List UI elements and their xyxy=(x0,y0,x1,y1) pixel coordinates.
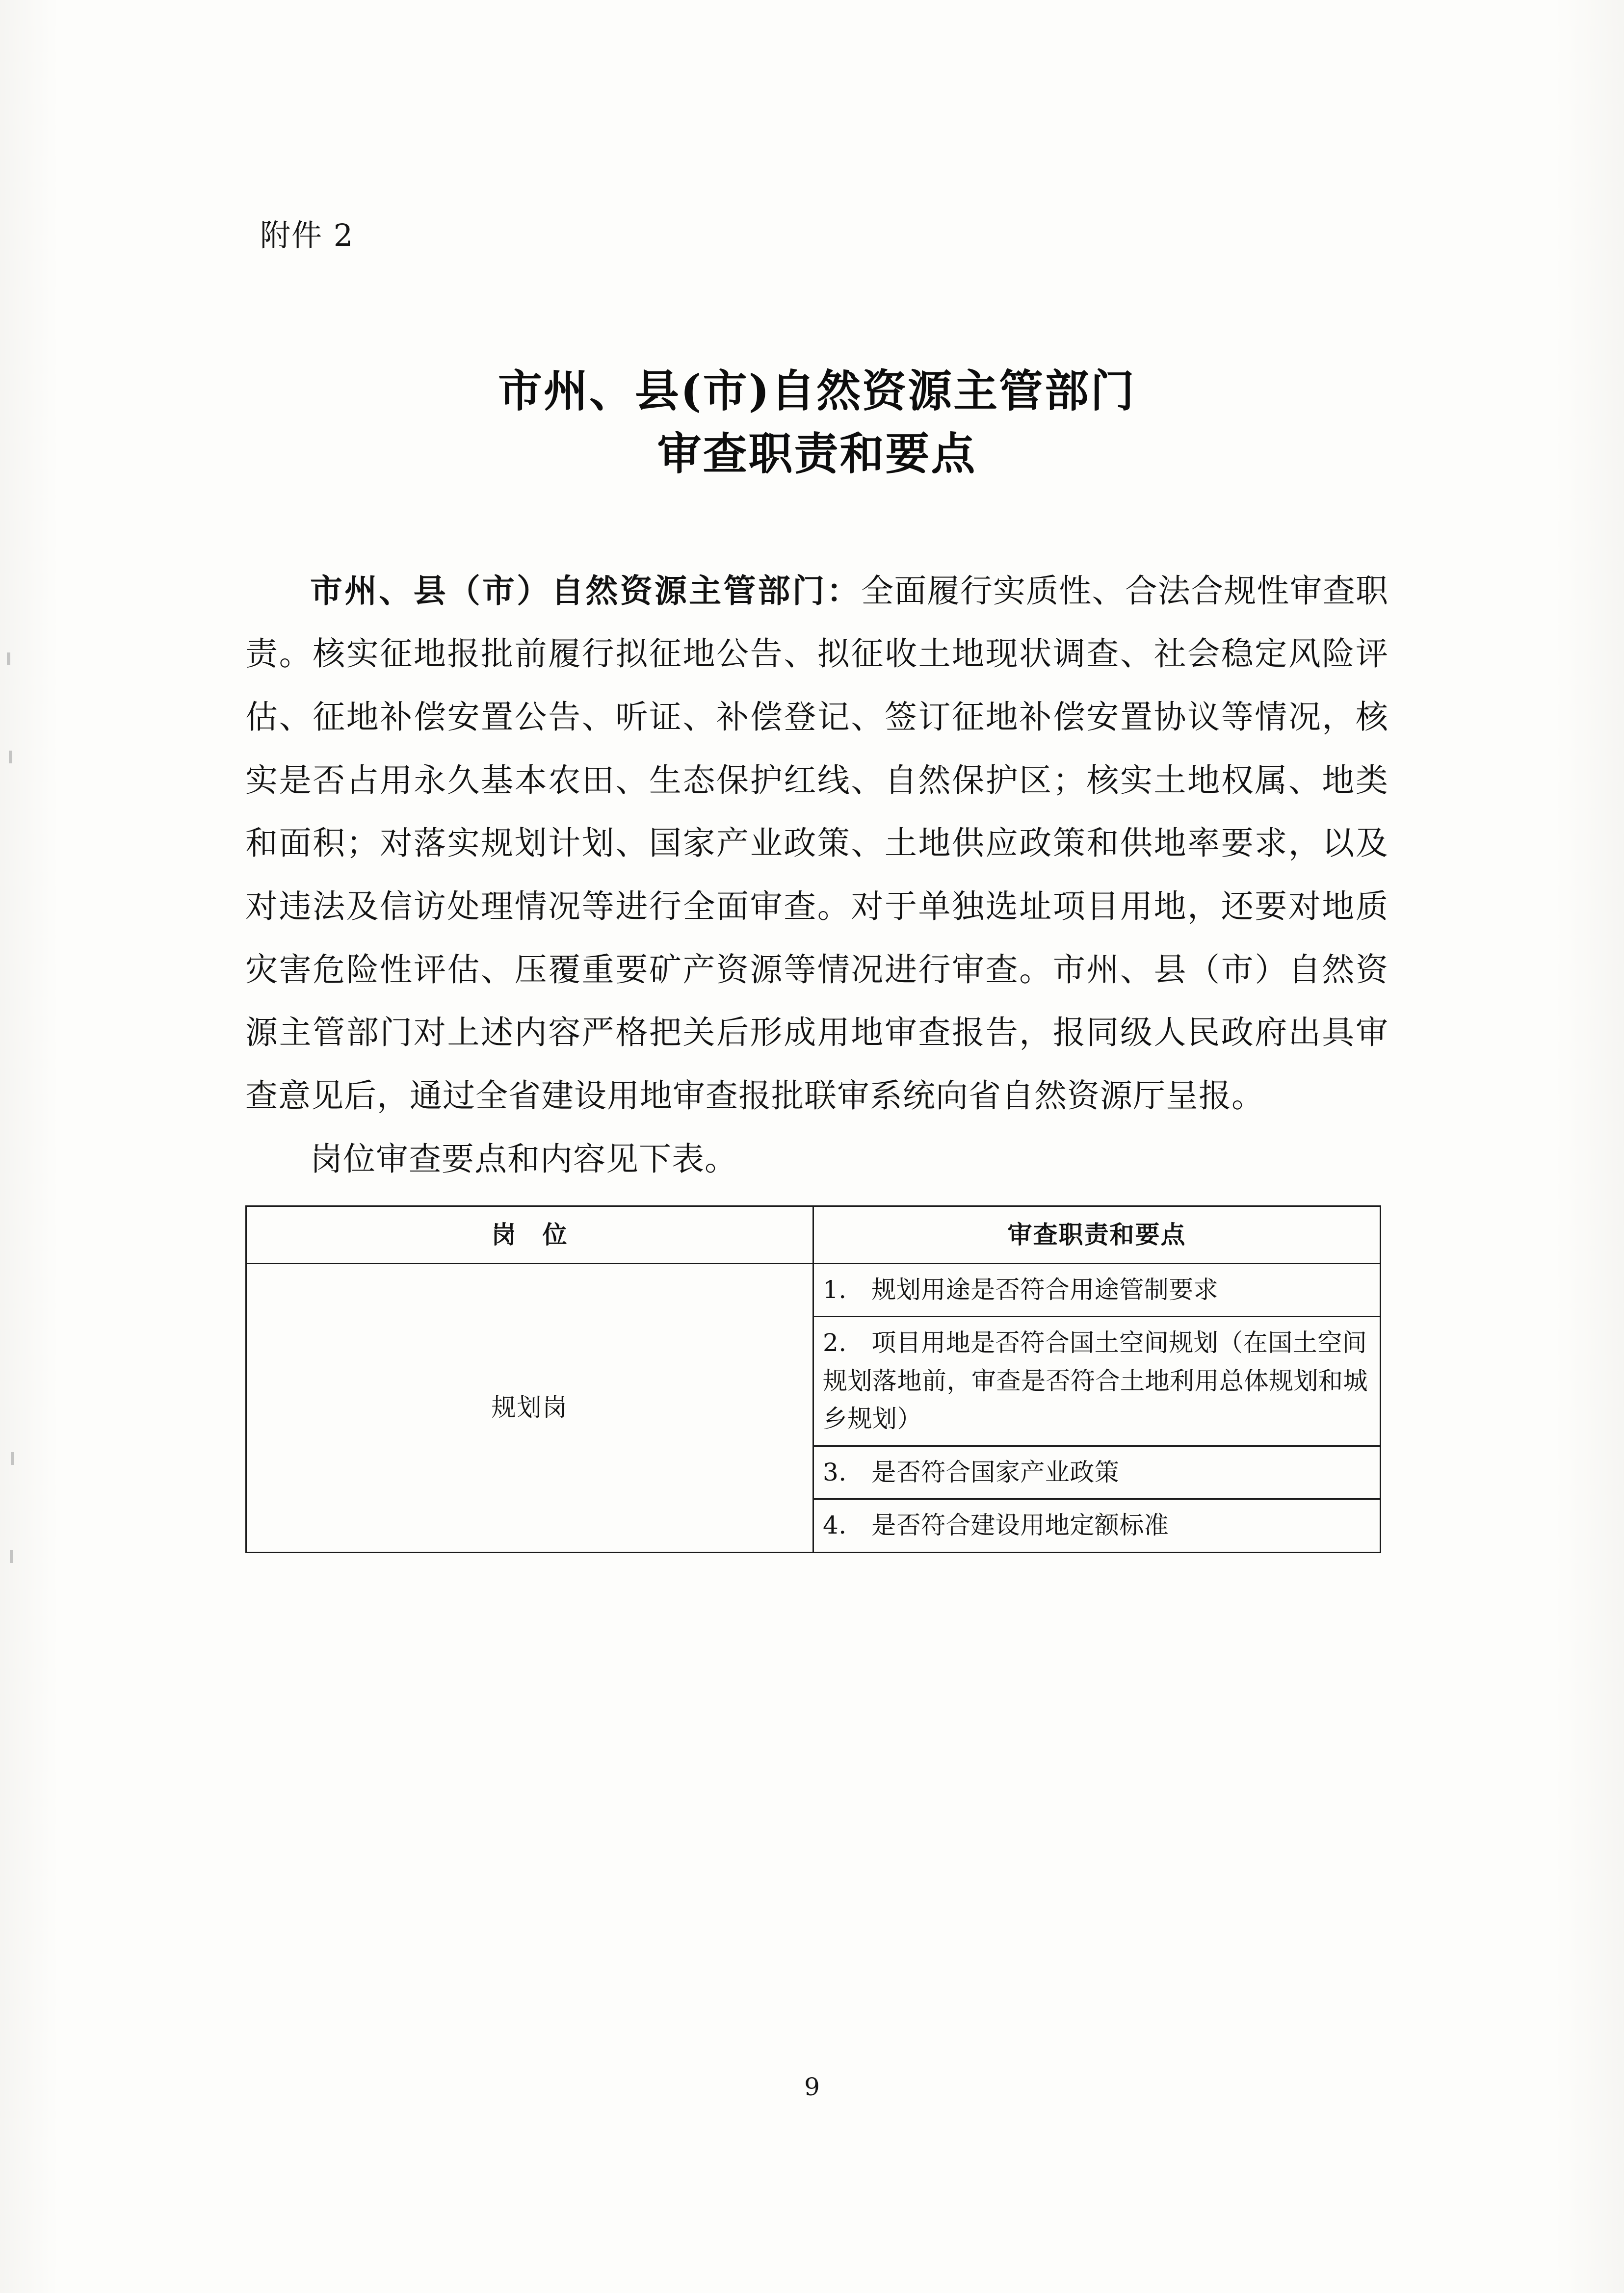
table-header-row xyxy=(246,1206,1381,1264)
table-cell-item-4: 4. 是否符合建设用地定额标准 xyxy=(813,1499,1381,1553)
table-row xyxy=(246,1263,1381,1317)
paragraph-table-intro: 岗位审查要点和内容见下表。 xyxy=(310,1140,737,1178)
scan-edge-right xyxy=(1555,0,1624,2293)
page-number: 9 xyxy=(804,2073,820,2101)
title-line-2: 审查职责和要点 xyxy=(657,427,977,480)
margin-tick xyxy=(11,1452,14,1465)
body-text xyxy=(245,559,1388,1191)
scan-edge-left xyxy=(0,0,59,2293)
page-title xyxy=(245,360,1388,486)
table-cell-item-3: 3. 是否符合国家产业政策 xyxy=(813,1446,1381,1499)
title-line-1: 市州、县(市)自然资源主管部门 xyxy=(498,365,1136,417)
table-header-post: 岗 位 xyxy=(246,1206,813,1264)
paragraph-lead: 市州、县（市）自然资源主管部门： xyxy=(310,571,862,610)
attachment-label: 附件 2 xyxy=(260,217,354,253)
table-header-duties: 审查职责和要点 xyxy=(813,1206,1381,1264)
margin-tick xyxy=(7,652,10,665)
table-cell-post-planning: 规划岗 xyxy=(246,1263,813,1552)
review-responsibility-table xyxy=(245,1205,1381,1553)
table-cell-item-2: 2. 项目用地是否符合国土空间规划（在国土空间规划落地前，审查是否符合土地利用总体规划和城乡规划） xyxy=(813,1317,1381,1446)
table-cell-item-1: 1. 规划用途是否符合用途管制要求 xyxy=(813,1263,1381,1317)
margin-tick xyxy=(9,751,12,763)
paragraph-main xyxy=(245,559,1388,1128)
margin-tick xyxy=(10,1550,13,1563)
paragraph-body: 全面履行实质性、合法合规性审查职责。核实征地报批前履行拟征地公告、拟征收土地现状调查、社会稳定风险评估、征地补偿安置公告、听证、补偿登记、签订征地补偿安置协议等情况，核实是否占用永久基本农田、生态保护红线、自然保护区；核实土地权属、地类和面积；对落实规划计划、国家产业政策、土地供应政策和供地率要求，以及对违法及信访处理情况等进行全面审查。对于单独选址项目用地，还要对地质灾害危险性评估、压覆重要矿产资源等情况进行审查。市州、县（市）自然资源主管部门对上述内容严格把关后形成用地审查报告，报同级人民政府出具审查意见后，通过全省建设用地审查报批联审系统向省自然资源厅呈报。 xyxy=(245,572,1389,1115)
document-content xyxy=(245,211,1388,1553)
